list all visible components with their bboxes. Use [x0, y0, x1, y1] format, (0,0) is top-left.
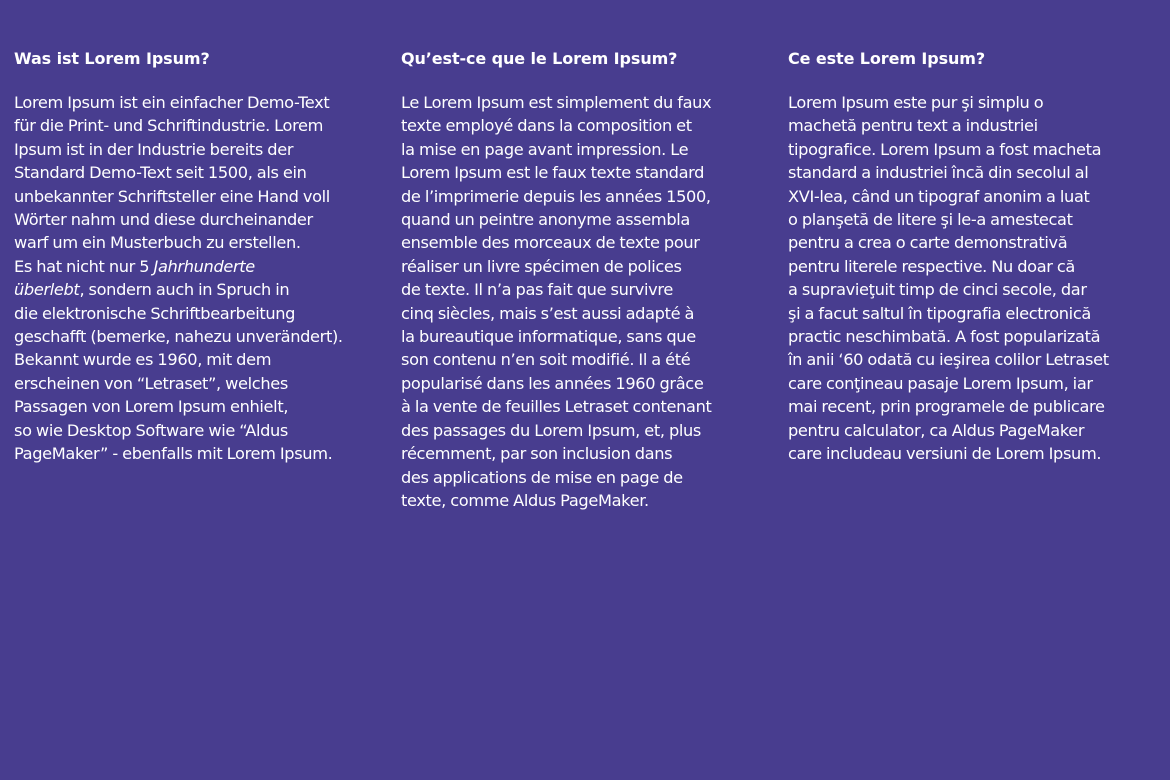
text-line: Lorem Ipsum ist ein einfacher Demo-Text	[14, 93, 330, 112]
text-line: Le Lorem Ipsum est simplement du faux	[401, 93, 712, 112]
text-line: în anii ‘60 odată cu ieşirea colilor Letraset	[788, 350, 1109, 370]
text-line: pentru a crea o carte demonstrativă	[788, 233, 1068, 253]
text-line: récemment, par son inclusion dans	[401, 444, 673, 464]
column-romanian	[788, 48, 1154, 466]
text-fragment: , sondern auch in Spruch in	[79, 280, 290, 300]
text-fragment: Es hat nicht nur 5	[14, 256, 154, 276]
text-line: texte employé dans la composition et	[401, 116, 692, 136]
text-line: die elektronische Schriftbearbeitung	[14, 303, 296, 323]
text-line: Standard Demo-Text seit 1500, als ein	[14, 163, 307, 183]
text-line: XVI-lea, când un tipograf anonim a luat	[788, 186, 1090, 206]
text-line: popularisé dans les années 1960 grâce	[401, 373, 704, 393]
text-line: Lorem Ipsum est le faux texte standard	[401, 163, 705, 183]
text-line: standard a industriei încă din secolul al	[788, 163, 1089, 183]
italic-text: Jahrhunderte	[153, 256, 255, 276]
text-line: Lorem Ipsum este pur şi simplu o	[788, 93, 1044, 112]
text-line: de texte. Il n’a pas fait que survivre	[401, 280, 673, 300]
text-line: Bekannt wurde es 1960, mit dem	[14, 350, 272, 370]
text-line: des passages du Lorem Ipsum, et, plus	[401, 420, 702, 440]
text-line: Wörter nahm und diese durcheinander	[14, 210, 313, 230]
text-line: practic neschimbată. A fost popularizată	[788, 327, 1101, 347]
text-line: erscheinen von “Letraset”, welches	[14, 373, 288, 393]
text-line: texte, comme Aldus PageMaker.	[401, 490, 649, 510]
text-line: für die Print- und Schriftindustrie. Lorem	[14, 116, 324, 136]
heading-german: Was ist Lorem Ipsum?	[14, 49, 210, 68]
text-line: tipografice. Lorem Ipsum a fost macheta	[788, 139, 1102, 159]
body-text-french	[401, 91, 767, 512]
text-line: réaliser un livre spécimen de polices	[401, 256, 682, 276]
body-text-romanian	[788, 91, 1154, 466]
text-line: des applications de mise en page de	[401, 467, 683, 487]
text-line: mai recent, prin programele de publicare	[788, 397, 1105, 417]
text-line: pentru literele respective. Nu doar că	[788, 256, 1075, 276]
text-line: geschafft (bemerke, nahezu unverändert).	[14, 327, 343, 347]
paragraph-french	[401, 91, 767, 512]
text-line: cinq siècles, mais s’est aussi adapté à	[401, 303, 695, 323]
text-line: o planşetă de litere şi le-a amestecat	[788, 210, 1073, 230]
text-line: unbekannter Schriftsteller eine Hand voll	[14, 186, 330, 206]
column-german	[14, 48, 380, 466]
body-text-german	[14, 91, 380, 466]
italic-text: überlebt	[14, 280, 80, 300]
text-line	[14, 255, 380, 278]
text-line: machetă pentru text a industriei	[788, 116, 1038, 136]
text-line: care includeau versiuni de Lorem Ipsum.	[788, 444, 1102, 464]
text-line: à la vente de feuilles Letraset contenant	[401, 397, 712, 417]
text-line: a supravieţuit timp de cinci secole, dar	[788, 280, 1087, 300]
text-line: pentru calculator, ca Aldus PageMaker	[788, 420, 1085, 440]
text-line: la mise en page avant impression. Le	[401, 139, 689, 159]
paragraph-romanian	[788, 91, 1154, 466]
text-line: şi a facut saltul în tipografia electronică	[788, 303, 1091, 323]
text-line: Ipsum ist in der Industrie bereits der	[14, 139, 294, 159]
text-line: de l’imprimerie depuis les années 1500,	[401, 186, 711, 206]
heading-french: Qu’est-ce que le Lorem Ipsum?	[401, 49, 678, 68]
text-line: son contenu n’en soit modifié. Il a été	[401, 350, 691, 370]
text-line: la bureautique informatique, sans que	[401, 327, 696, 347]
text-line: so wie Desktop Software wie “Aldus	[14, 420, 289, 440]
paragraph-german	[14, 91, 380, 466]
text-line: ensemble des morceaux de texte pour	[401, 233, 700, 253]
text-line	[14, 278, 380, 301]
text-line: Passagen von Lorem Ipsum enhielt,	[14, 397, 289, 417]
text-line: quand un peintre anonyme assembla	[401, 210, 690, 230]
column-french	[401, 48, 767, 512]
text-line: PageMaker” - ebenfalls mit Lorem Ipsum.	[14, 444, 333, 464]
heading-romanian: Ce este Lorem Ipsum?	[788, 49, 986, 68]
text-line: care conţineau pasaje Lorem Ipsum, iar	[788, 373, 1093, 393]
text-line: warf um ein Musterbuch zu erstellen.	[14, 233, 301, 253]
